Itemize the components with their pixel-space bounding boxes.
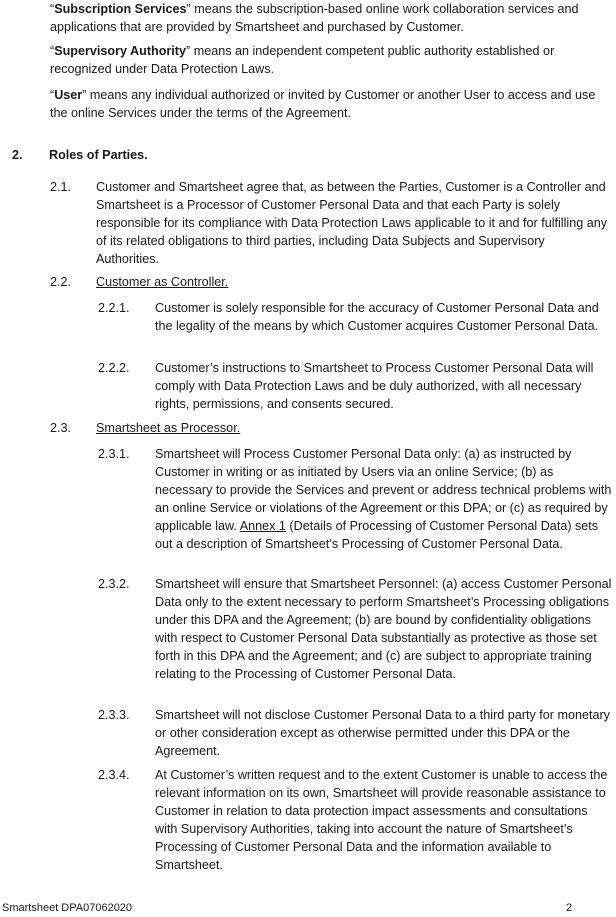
definition-text: means any individual authorized or invited by Customer or another User to access and use the online Services under the terms of the Agreement.	[50, 88, 596, 120]
clause-text: Customer and Smartsheet agree that, as between the Parties, Customer is a Controller and Smartsheet is a Processor of Customer Personal Data and that each Party is solely responsible for its compliance with Data Protection Laws applicable to it and for fulfilling any of its related obligations to third parties, including Data Subjects and Supervisory Authorities.	[96, 180, 608, 266]
clause-text	[155, 445, 612, 553]
clause-2-2-2	[98, 359, 612, 413]
section-title: Roles of Parties.	[49, 148, 148, 162]
close-quote: ”	[186, 2, 191, 16]
annex-1-link[interactable]: Annex 1	[239, 519, 286, 533]
section-number: 2.	[12, 148, 23, 162]
close-quote: ”	[82, 88, 87, 102]
clause-heading: Customer as Controller.	[96, 275, 229, 289]
definition-user	[50, 86, 606, 122]
clause-number: 2.2.1.	[98, 301, 130, 315]
clause-number: 2.3.1.	[98, 447, 130, 461]
footer-page-number: 2	[566, 902, 573, 914]
clause-text: Smartsheet will not disclose Customer Personal Data to a third party for monetary or other consideration except as otherwise permitted under this DPA or the Agreement.	[155, 708, 610, 758]
clause-heading: Smartsheet as Processor.	[96, 421, 241, 435]
clause-number: 2.3.3.	[98, 708, 130, 722]
open-quote: “	[50, 88, 55, 102]
clause-2-2	[50, 273, 610, 291]
defined-term: User	[54, 88, 83, 102]
defined-term: Subscription Services	[54, 2, 187, 16]
definition-supervisory-authority	[50, 42, 606, 78]
definition-subscription-services	[50, 0, 606, 36]
footer-doc-id: Smartsheet DPA07062020	[2, 902, 133, 914]
clause-2-1	[50, 178, 610, 268]
clause-number: 2.2.	[50, 275, 72, 289]
clause-number: 2.2.2.	[98, 361, 130, 375]
clause-2-3-4	[98, 766, 612, 874]
clause-number: 2.3.2.	[98, 577, 130, 591]
clause-2-2-1	[98, 299, 612, 335]
clause-2-3-1	[98, 445, 612, 553]
clause-text: Smartsheet will ensure that Smartsheet Personnel: (a) access Customer Personal Data only to the extent necessary to perform Smartsheet’s Processing obligations under this DPA and the Agreement; (b) are bound by confidentiality obligations with respect to Customer Personal Data substantially as protective as those set forth in this DPA and the Agreement; and (c) are subject to appropriate training relating to the Processing of Customer Personal Data.	[155, 577, 612, 681]
clause-text: At Customer’s written request and to the extent Customer is unable to access the relevant information on its own, Smartsheet will provide reasonable assistance to Customer in relation to data protection impact assessments and consultations with Supervisory Authorities, taking into account the nature of Smartsheet’s Processing of Customer Personal Data and the information available to Smartsheet.	[155, 768, 608, 872]
clause-text: Customer is solely responsible for the accuracy of Customer Personal Data and the legality of the means by which Customer acquires Customer Personal Data.	[155, 301, 599, 333]
defined-term: Supervisory Authority	[54, 44, 186, 58]
clause-text-before: Smartsheet will Process Customer Personal Data only: (a) as instructed by Customer in writing or as initiated by Users via an online Service; (b) as necessary to provide the Services and prevent or address technical problems with an online Service or violations of the Agreement or this DPA; or (c) as required by applicable law.	[155, 447, 612, 533]
clause-text-after: (Details of Processing of Customer Personal Data) sets out a description of Smartsheet’s Processing of Customer Personal Data.	[155, 519, 599, 551]
clause-2-3-2	[98, 575, 612, 683]
clause-number: 2.3.4.	[98, 768, 130, 782]
definition-text: means an independent competent public authority established or recognized under Data Protection Laws.	[50, 44, 555, 76]
clause-2-3-3	[98, 706, 612, 760]
close-quote: ”	[186, 44, 191, 58]
open-quote: “	[50, 2, 55, 16]
clause-number: 2.3.	[50, 421, 72, 435]
clause-2-3	[50, 419, 610, 437]
definition-text: means the subscription-based online work collaboration services and applications that are provided by Smartsheet and purchased by Customer.	[50, 2, 579, 34]
clause-number: 2.1.	[50, 180, 72, 194]
open-quote: “	[50, 44, 55, 58]
section-heading	[12, 146, 312, 164]
clause-text: Customer’s instructions to Smartsheet to Process Customer Personal Data will comply with Data Protection Laws and be duly authorized, with all necessary rights, permissions, and consents secured.	[155, 361, 594, 411]
